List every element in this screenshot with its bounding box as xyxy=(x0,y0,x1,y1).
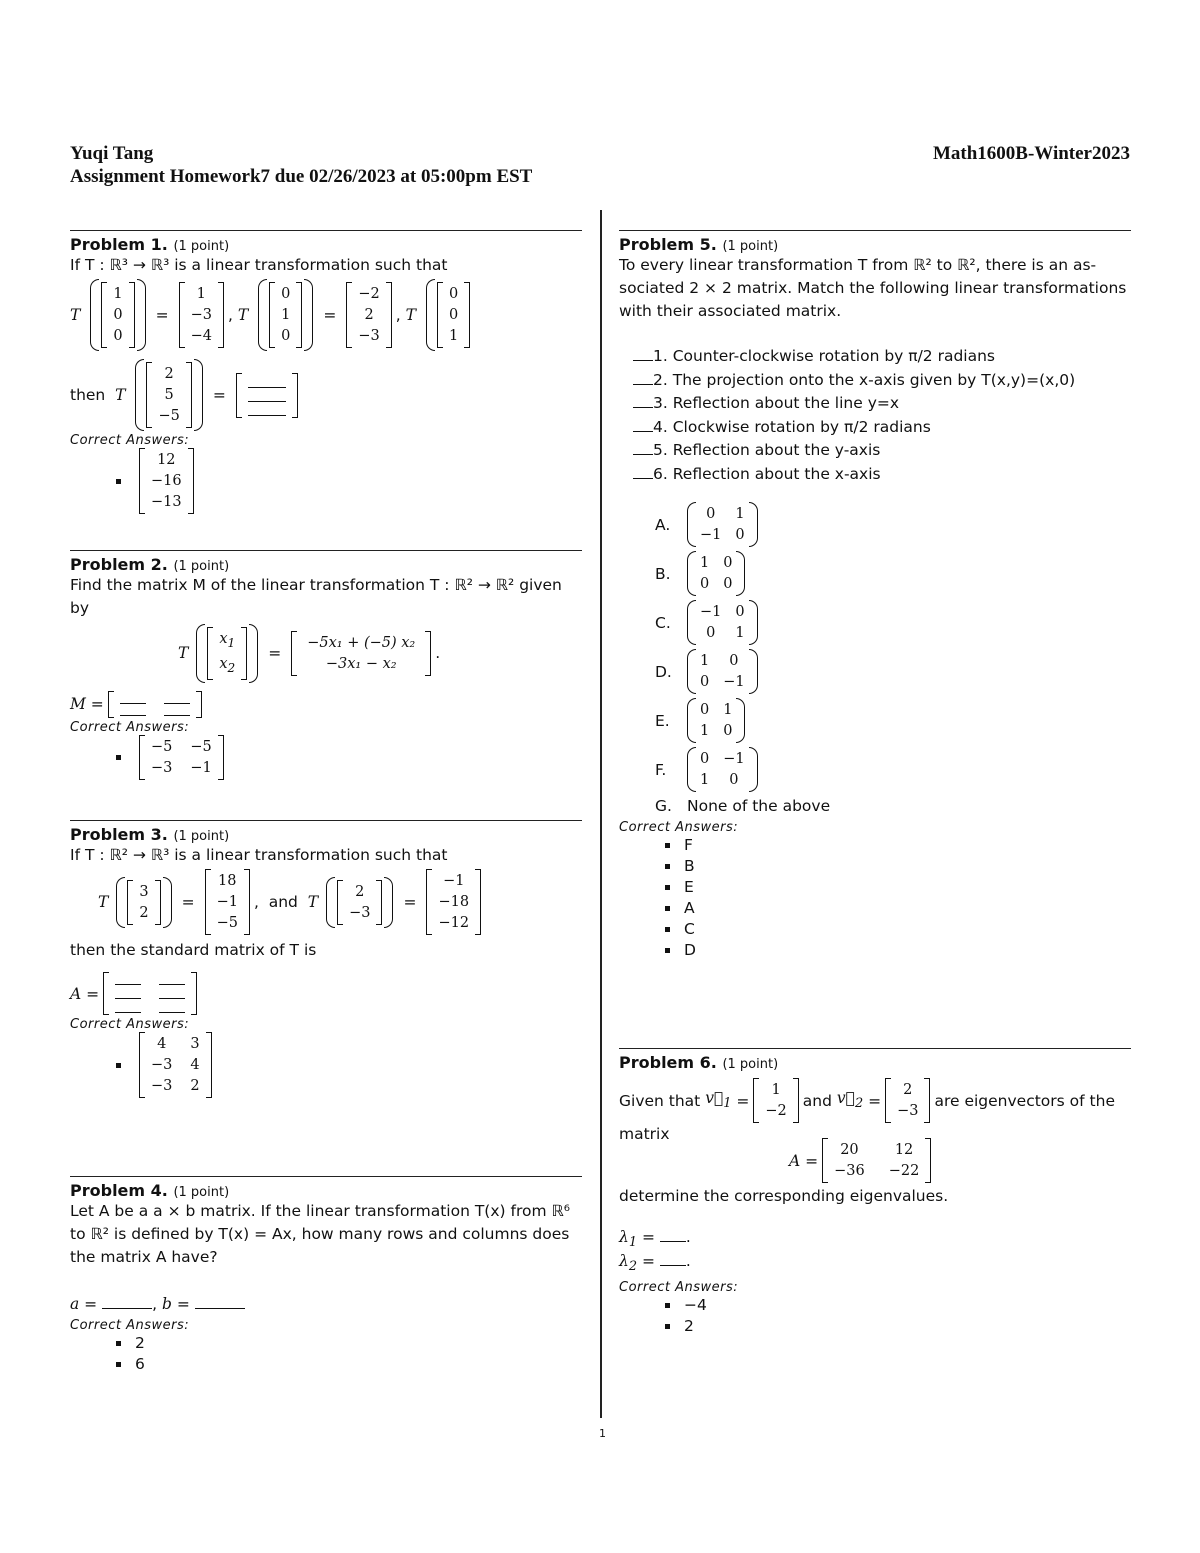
answer-item: 2 xyxy=(665,1316,1131,1337)
problem-points: (1 point) xyxy=(173,559,230,574)
answer-item: 2 xyxy=(116,1333,582,1354)
answer-fields: a = , b = xyxy=(70,1293,582,1316)
option-g: G. None of the above xyxy=(655,797,831,815)
answer-blank[interactable] xyxy=(115,1002,141,1013)
correct-answers-label: Correct Answers: xyxy=(619,1280,739,1296)
problem-4 xyxy=(70,1176,582,1375)
answer-item: D xyxy=(665,940,1131,961)
problem-1 xyxy=(70,230,582,514)
match-blank[interactable] xyxy=(633,395,653,408)
answer-item: F xyxy=(665,835,1131,856)
match-blank[interactable] xyxy=(633,419,653,432)
answer-blank[interactable] xyxy=(660,1231,686,1242)
answer-item: B xyxy=(665,856,1131,877)
matrix-answer-field: M = xyxy=(70,691,582,718)
problem-6 xyxy=(619,1048,1131,1337)
problem-5 xyxy=(619,230,1131,961)
match-blank[interactable] xyxy=(633,466,653,479)
answer-blank[interactable] xyxy=(120,693,146,704)
answer-item: A xyxy=(665,898,1131,919)
match-blank[interactable] xyxy=(633,372,653,385)
answer-item: 12 −16 −13 xyxy=(116,448,582,514)
problem-text: If T : ℝ³ → ℝ³ is a linear transformation such that xyxy=(70,256,448,274)
option-a: A. 0 1 −1 0 xyxy=(655,500,1131,549)
match-item[interactable]: 4. Clockwise rotation by π/2 radians xyxy=(619,416,1131,440)
problem-title: Problem 1. xyxy=(70,235,168,254)
problem-text: with their associated matrix. xyxy=(619,302,842,320)
eigenvalue-field-2: $\lambda_2$ = . xyxy=(619,1252,691,1275)
problem-title: Problem 3. xyxy=(70,825,168,844)
answer-item: 6 xyxy=(116,1354,582,1375)
problem-text: Let A be a a × b matrix. If the linear transformation T(x) from ℝ⁶ xyxy=(70,1202,570,1220)
option-d: D. 1 0 0 −1 xyxy=(655,647,1131,696)
match-item[interactable]: 5. Reflection about the y-axis xyxy=(619,439,1131,463)
option-e: E. 0 1 1 0 xyxy=(655,696,1131,745)
answer-blank[interactable] xyxy=(248,375,286,388)
question-equation: then T 2 5 −5 = xyxy=(70,359,582,431)
answer-blank-a[interactable] xyxy=(102,1296,152,1309)
problem-text: the matrix A have? xyxy=(70,1248,218,1266)
eigenvector-statement: Given that $v⃗_1$ = 1 −2 and $v⃗_2$ = 2 −3 are eigenvectors of the xyxy=(619,1078,1131,1123)
problem-text: determine the corresponding eigenvalues. xyxy=(619,1187,949,1205)
assignment-title: Assignment Homework7 due 02/26/2023 at 05:00pm EST xyxy=(70,166,533,187)
matrix-a: A = 20 12 −36 −22 xyxy=(789,1138,1131,1183)
problem-text: matrix xyxy=(619,1125,670,1143)
answer-blank[interactable] xyxy=(248,403,286,416)
problem-points: (1 point) xyxy=(722,239,779,254)
answer-blank[interactable] xyxy=(660,1255,686,1266)
given-equations: T 1 0 0 = 1 −3 −4 , T 0 1 0 = −2 2 −3 , T 0 0 1 xyxy=(70,279,582,351)
answer-item: −5 −5 −3 −1 xyxy=(116,735,582,780)
course-name: Math1600B-Winter2023 xyxy=(932,143,1130,164)
problem-points: (1 point) xyxy=(173,829,230,844)
answer-blank[interactable] xyxy=(159,1002,185,1013)
problem-text: If T : ℝ² → ℝ³ is a linear transformation such that xyxy=(70,846,448,864)
match-item[interactable]: 2. The projection onto the x-axis given by T(x,y)=(x,0) xyxy=(619,369,1131,393)
page-number: 1 xyxy=(599,1427,606,1440)
answer-blank[interactable] xyxy=(164,693,190,704)
correct-answers-label: Correct Answers: xyxy=(70,719,190,735)
correct-answers-label: Correct Answers: xyxy=(70,1017,190,1032)
matrix-answer-field: A = xyxy=(70,972,582,1015)
option-b: B. 1 0 0 0 xyxy=(655,549,1131,598)
correct-answers-label: Correct Answers: xyxy=(70,433,190,448)
match-item[interactable]: 1. Counter-clockwise rotation by π/2 radians xyxy=(619,345,1131,369)
answer-blank[interactable] xyxy=(115,974,141,985)
answer-item: C xyxy=(665,919,1131,940)
given-equations: T 3 2 = 18 −1 −5 , and T 2 −3 = −1 −18 −12 xyxy=(98,869,582,935)
problem-2 xyxy=(70,550,582,780)
answer-blank[interactable] xyxy=(159,988,185,999)
problem-text: sociated 2 × 2 matrix. Match the following linear transformations xyxy=(619,279,1127,297)
problem-title: Problem 4. xyxy=(70,1181,168,1200)
student-name: Yuqi Tang xyxy=(70,143,154,164)
problem-text: Find the matrix M of the linear transformation T : ℝ² → ℝ² given by xyxy=(70,576,562,617)
option-c: C. −1 0 0 1 xyxy=(655,598,1131,647)
problem-title: Problem 2. xyxy=(70,555,168,574)
match-item[interactable]: 6. Reflection about the x-axis xyxy=(619,463,1131,487)
problem-title: Problem 6. xyxy=(619,1053,717,1072)
answer-blank[interactable] xyxy=(164,705,190,716)
match-blank[interactable] xyxy=(633,442,653,455)
answer-blank[interactable] xyxy=(248,389,286,402)
transformation-definition: T $x_1$ $x_2$ = −5x₁ + (−5) x₂ −3x₁ − x₂ . xyxy=(178,624,582,683)
eigenvalue-field-1: $\lambda_1$ = . xyxy=(619,1228,691,1251)
answer-blank[interactable] xyxy=(115,988,141,999)
correct-answers-label: Correct Answers: xyxy=(619,820,739,835)
problem-text: then the standard matrix of T is xyxy=(70,941,317,959)
option-f: F. 0 −1 1 0 xyxy=(655,745,1131,794)
problem-title: Problem 5. xyxy=(619,235,717,254)
column-divider xyxy=(600,210,602,1418)
answer-blank[interactable] xyxy=(120,705,146,716)
problem-3 xyxy=(70,820,582,1098)
match-list xyxy=(619,345,1131,486)
problem-points: (1 point) xyxy=(173,1185,230,1200)
answer-blank[interactable] xyxy=(159,974,185,985)
answer-item: 4 3 −3 4 −3 2 xyxy=(116,1032,582,1098)
problem-points: (1 point) xyxy=(722,1057,779,1072)
match-item[interactable]: 3. Reflection about the line y=x xyxy=(619,392,1131,416)
answer-item: E xyxy=(665,877,1131,898)
correct-answers-label: Correct Answers: xyxy=(70,1318,190,1333)
problem-points: (1 point) xyxy=(173,239,230,254)
option-list xyxy=(619,500,1131,818)
problem-text: To every linear transformation T from ℝ² to ℝ², there is an as- xyxy=(619,256,1097,274)
problem-text: to ℝ² is defined by T(x) = Ax, how many rows and columns does xyxy=(70,1225,570,1243)
answer-blank-b[interactable] xyxy=(195,1296,245,1309)
match-blank[interactable] xyxy=(633,348,653,361)
answer-item: −4 xyxy=(665,1295,1131,1316)
